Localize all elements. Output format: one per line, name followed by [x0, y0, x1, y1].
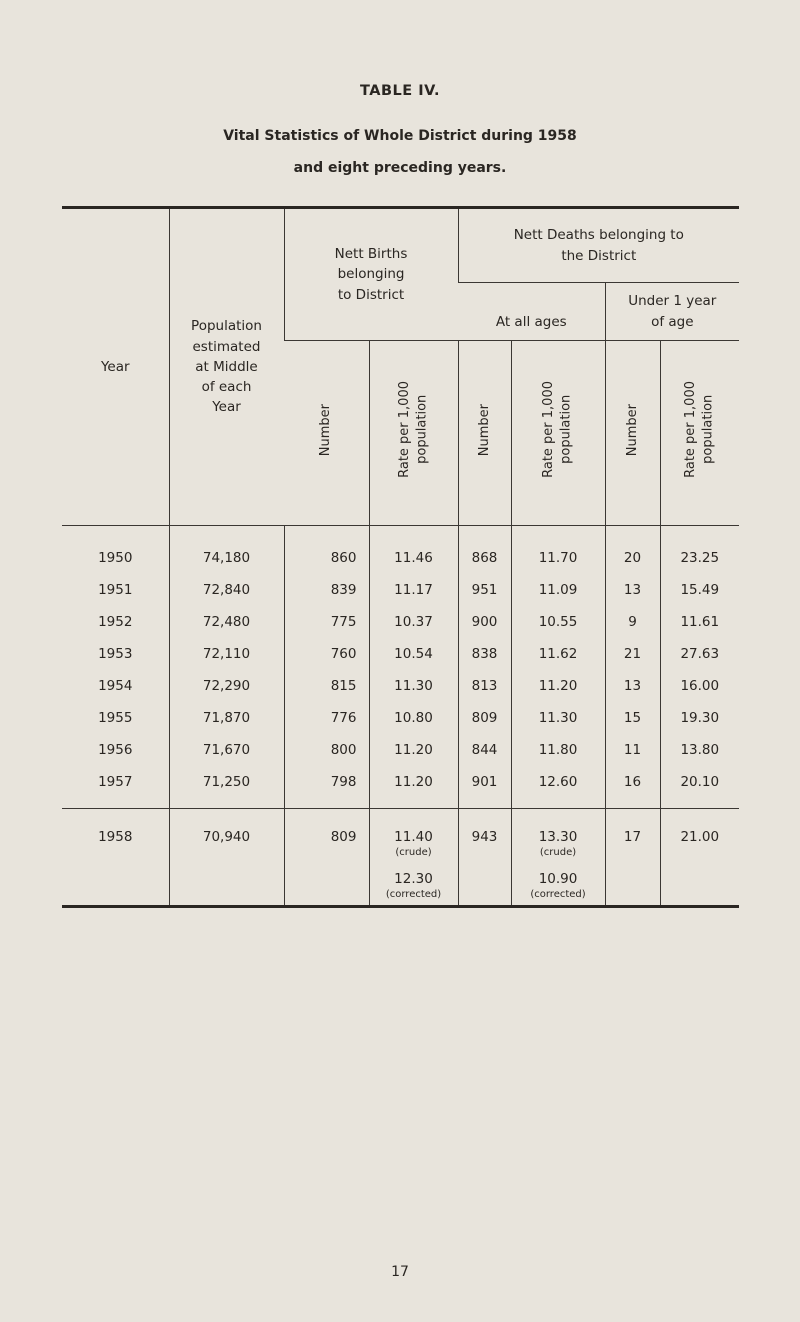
header-deaths-all-ages: At all ages	[458, 283, 605, 341]
header-births-rate: Rate per 1,000 population	[369, 341, 458, 526]
header-infant-number: Number	[605, 341, 660, 526]
table-subtitle-line2: and eight preceding years.	[293, 160, 507, 176]
header-year: Year	[62, 208, 169, 526]
header-births-number: Number	[284, 341, 369, 526]
page-number: 17	[391, 1264, 409, 1280]
header-births-group: Nett Births belonging to District	[284, 208, 458, 341]
table-row: 1954 72,290 815 11.30 813 11.20 13 16.00	[62, 670, 739, 702]
table-row: 1956 71,670 800 11.20 844 11.80 11 13.80	[62, 734, 739, 766]
header-deaths-under-1: Under 1 year of age	[605, 283, 739, 341]
header-infant-rate: Rate per 1,000 population	[660, 341, 739, 526]
table-title: TABLE IV.	[360, 83, 440, 99]
table-row: 1951 72,840 839 11.17 951 11.09 13 15.49	[62, 574, 739, 606]
table-row: 1953 72,110 760 10.54 838 11.62 21 27.63	[62, 638, 739, 670]
header-deaths-number: Number	[458, 341, 511, 526]
header-deaths-group: Nett Deaths belonging to the District	[458, 208, 739, 283]
table-row: 1955 71,870 776 10.80 809 11.30 15 19.30	[62, 702, 739, 734]
header-population: Population estimated at Middle of each Year	[169, 208, 284, 526]
table-row: 1957 71,250 798 11.20 901 12.60 16 20.10	[62, 766, 739, 809]
header-deaths-rate: Rate per 1,000 population	[511, 341, 605, 526]
table-subtitle-line1: Vital Statistics of Whole District during 1958	[223, 128, 577, 144]
vital-statistics-table	[62, 206, 739, 908]
table-row: 1952 72,480 775 10.37 900 10.55 9 11.61	[62, 606, 739, 638]
table-row: 1950 74,180 860 11.46 868 11.70 20 23.25	[62, 526, 739, 575]
table-row-1958: 1958 70,940 809 11.40 (crude) 12.30 (corrected) 943 13.30 (crude) 10.90 (corrected) 17 21.00	[62, 809, 739, 907]
